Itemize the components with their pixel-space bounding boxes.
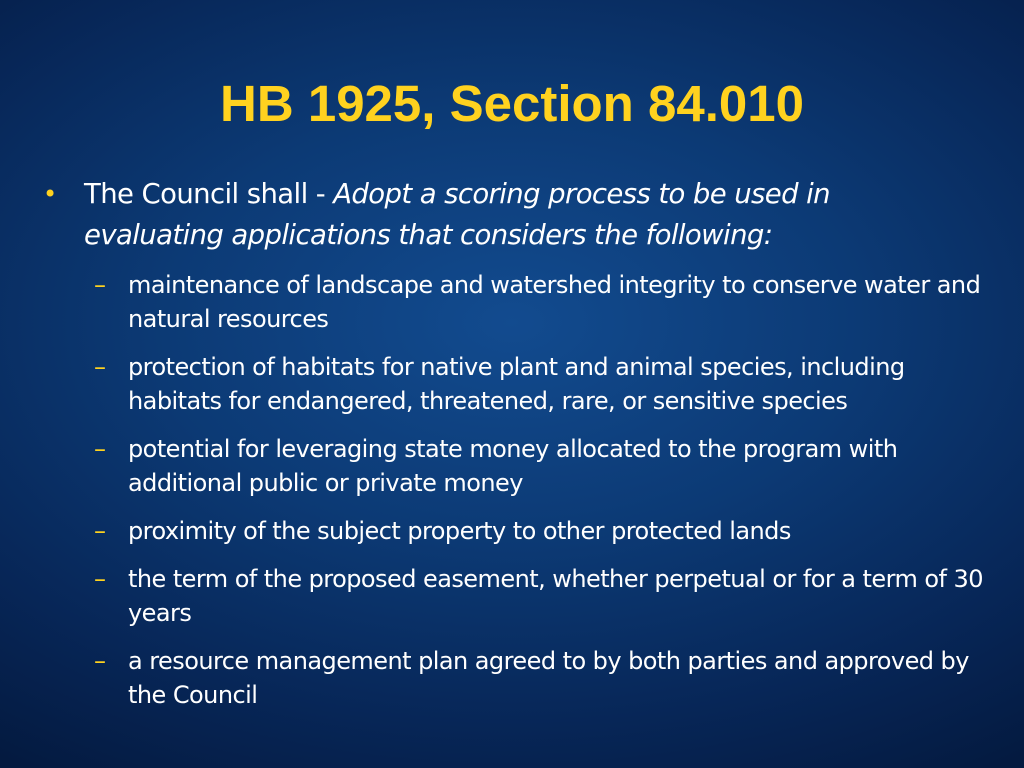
dash-icon: – bbox=[94, 353, 106, 381]
main-bullet-italic: Adopt a scoring process to be used in evaluating applications that considers the following: bbox=[84, 178, 830, 251]
slide-content bbox=[0, 174, 1024, 726]
sub-bullet-item bbox=[0, 514, 1024, 548]
dash-icon: – bbox=[94, 517, 106, 545]
sub-bullet-item bbox=[0, 644, 1024, 712]
sub-bullet-item bbox=[0, 268, 1024, 336]
sub-bullet-text: proximity of the subject property to other protected lands bbox=[128, 517, 791, 545]
bullet-icon: • bbox=[43, 180, 57, 208]
dash-icon: – bbox=[94, 435, 106, 463]
sub-bullet-text: a resource management plan agreed to by both parties and approved by the Council bbox=[128, 647, 969, 709]
sub-bullet-text: the term of the proposed easement, whether perpetual or for a term of 30 years bbox=[128, 565, 983, 627]
sub-bullet-text: maintenance of landscape and watershed integrity to conserve water and natural resources bbox=[128, 271, 981, 333]
sub-bullet-item bbox=[0, 432, 1024, 500]
sub-bullet-text: potential for leveraging state money allocated to the program with additional public or private money bbox=[128, 435, 898, 497]
sub-bullet-item bbox=[0, 350, 1024, 418]
sub-bullet-list bbox=[0, 268, 1024, 712]
main-bullet bbox=[0, 174, 1024, 256]
dash-icon: – bbox=[94, 647, 106, 675]
dash-icon: – bbox=[94, 271, 106, 299]
main-bullet-prefix: The Council shall - bbox=[84, 178, 334, 210]
sub-bullet-item bbox=[0, 562, 1024, 630]
sub-bullet-text: protection of habitats for native plant and animal species, including habitats for endangered, threatened, rare, or sensitive species bbox=[128, 353, 905, 415]
slide-title: HB 1925, Section 84.010 bbox=[220, 75, 804, 132]
dash-icon: – bbox=[94, 565, 106, 593]
